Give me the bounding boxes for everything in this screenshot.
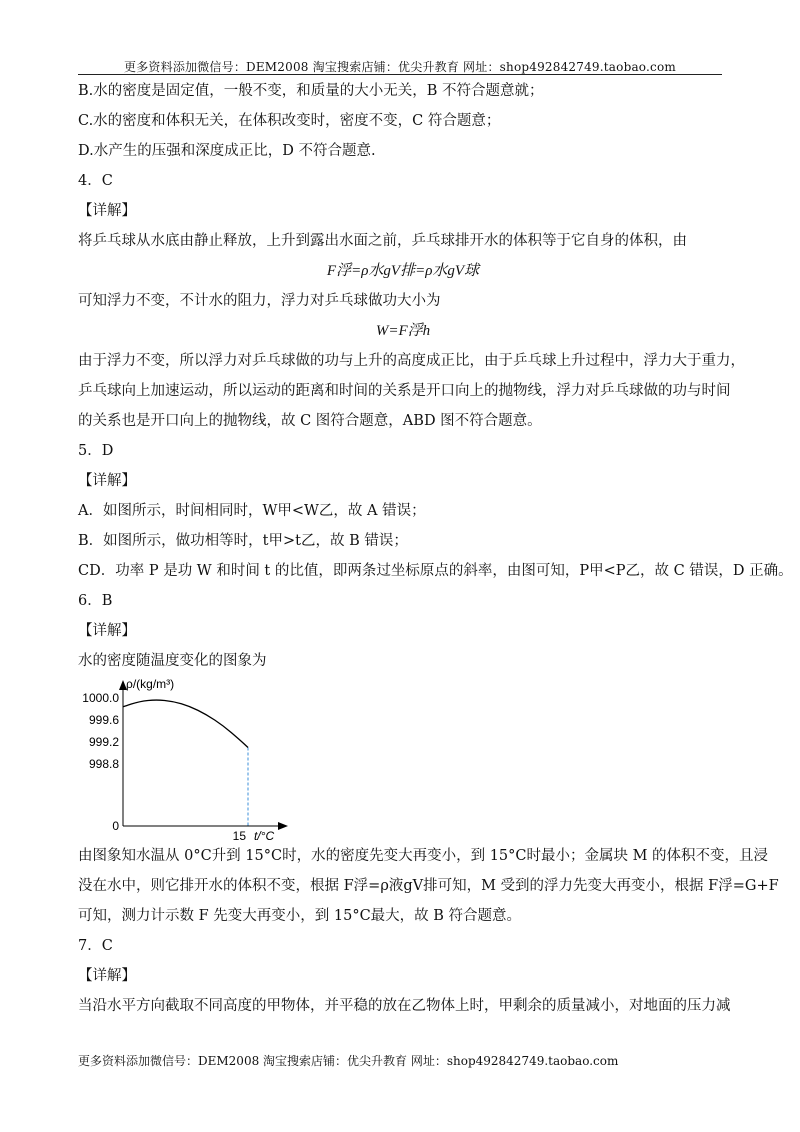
y-tick-label: 999.2	[88, 735, 119, 749]
x-axis-arrow	[278, 822, 288, 830]
document-body	[78, 76, 793, 1021]
paragraph-line: 由图象知水温从 0°C升到 15°C时，水的密度先变大再变小，到 15°C时最小；金属块 M 的体积不变，且浸	[78, 848, 769, 864]
paragraph-line: 由于浮力不变，所以浮力对乒乓球做的功与上升的高度成正比，由于乒乓球上升过程中，浮力大于重力，	[78, 353, 745, 369]
density-curve	[123, 700, 248, 747]
question-7-answer: 7．C	[78, 938, 113, 954]
question-6-answer: 6．B	[78, 593, 113, 609]
option-d: D.水产生的压强和深度成正比，D 不符合题意.	[78, 143, 376, 159]
paragraph-line: 当沿水平方向截取不同高度的甲物体，并平稳的放在乙物体上时，甲剩余的质量减小，对地面的压力减	[78, 998, 731, 1014]
page-header: 更多资料添加微信号：DEM2008 淘宝搜索店铺：优尖升教育 网址：shop492842749.taobao.com	[124, 60, 676, 74]
paragraph-line: 的关系也是开口向上的抛物线，故 C 图符合题意，ABD 图不符合题意。	[78, 413, 542, 429]
paragraph-line: 没在水中，则它排开水的体积不变，根据 F浮=ρ液gV排可知，M 受到的浮力先变大再变小，根据 F浮=G+F	[78, 878, 779, 894]
x-tick-label: 15	[232, 829, 246, 841]
density-temperature-chart	[78, 676, 728, 841]
y-tick-label: 0	[112, 819, 119, 833]
question-5-answer: 5．D	[78, 443, 114, 459]
paragraph-line: 可知浮力不变，不计水的阻力，浮力对乒乓球做功大小为	[78, 293, 441, 309]
explanation-heading: 【详解】	[78, 623, 136, 639]
formula-work: W=F浮h	[375, 323, 431, 339]
page-footer: 更多资料添加微信号：DEM2008 淘宝搜索店铺：优尖升教育 网址：shop492842749.taobao.com	[78, 1054, 619, 1068]
x-axis-label: t/°C	[254, 829, 275, 841]
y-tick-label: 999.6	[88, 713, 119, 727]
formula-buoyancy: F浮=ρ水gV排=ρ水gV球	[326, 263, 480, 279]
option-c: C.水的密度和体积无关，在体积改变时，密度不变，C 符合题意；	[78, 113, 501, 129]
explanation-heading: 【详解】	[78, 968, 136, 984]
header-divider	[78, 74, 722, 75]
paragraph-line: 乒乓球向上加速运动，所以运动的距离和时间的关系是开口向上的抛物线，浮力对乒乓球做的功与时间	[78, 383, 731, 399]
paragraph-line: B．如图所示，做功相等时，t甲>t乙，故 B 错误；	[78, 533, 408, 549]
option-b: B.水的密度是固定值，一般不变，和质量的大小无关，B 不符合题意就；	[78, 83, 544, 99]
paragraph-line: A．如图所示，时间相同时，W甲<W乙，故 A 错误；	[78, 503, 426, 519]
paragraph-line: CD．功率 P 是功 W 和时间 t 的比值，即两条过坐标原点的斜率，由图可知，P甲<P乙，故 C 错误，D 正确。	[78, 563, 793, 579]
explanation-heading: 【详解】	[78, 473, 136, 489]
question-4-answer: 4．C	[78, 173, 113, 189]
chart-svg	[78, 676, 308, 841]
y-axis-label: ρ/(kg/m³)	[126, 677, 175, 691]
explanation-heading: 【详解】	[78, 203, 136, 219]
paragraph-line: 可知，测力计示数 F 先变大再变小，到 15°C最大，故 B 符合题意。	[78, 908, 522, 924]
paragraph-line: 将乒乓球从水底由静止释放，上升到露出水面之前，乒乓球排开水的体积等于它自身的体积，由	[78, 233, 687, 249]
y-tick-label: 1000.0	[82, 691, 119, 705]
paragraph-line: 水的密度随温度变化的图象为	[78, 653, 267, 669]
y-tick-label: 998.8	[88, 757, 119, 771]
